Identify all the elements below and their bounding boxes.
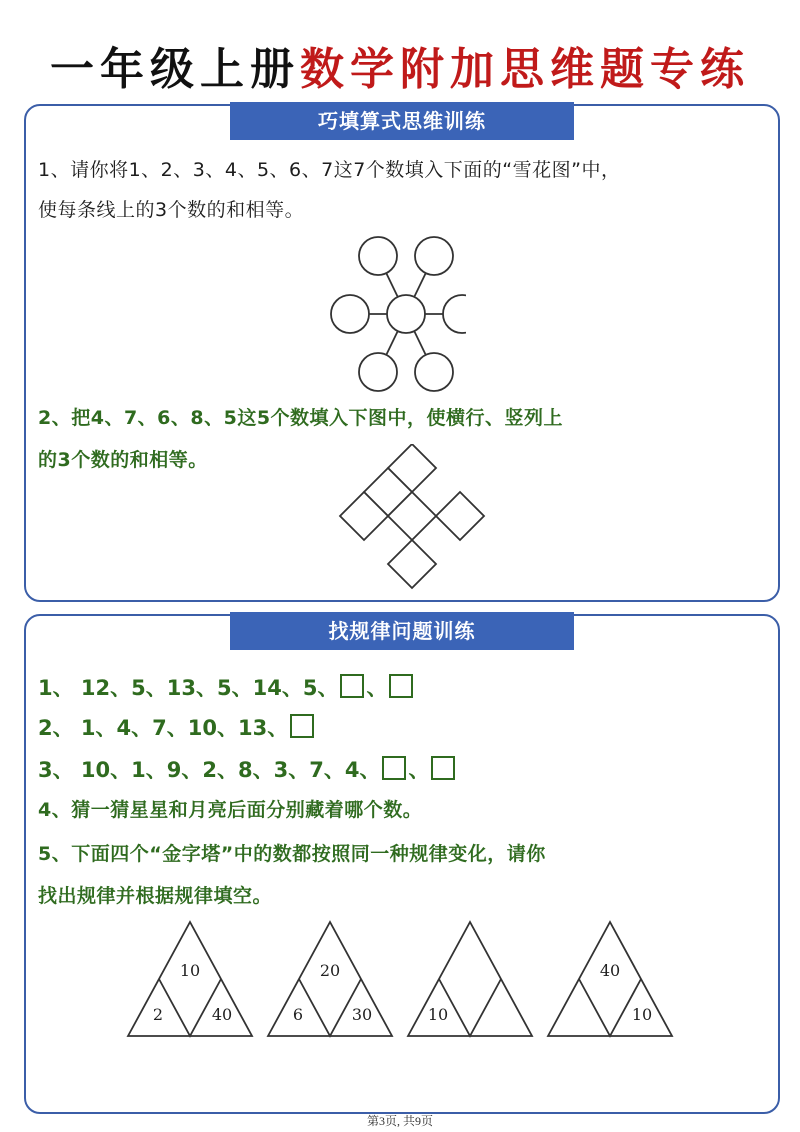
pyramid-1-left: 2 [152,1005,164,1024]
pyramid-3-left: 10 [427,1005,449,1024]
question2-line1: 2、把4、7、6、8、5这5个数填入下图中，使横行、竖列上 [38,407,564,429]
snowflake-diagram [326,232,466,394]
answer-box[interactable] [389,674,413,698]
answer-box[interactable] [431,756,455,780]
pyramid-4-top: 40 [599,961,621,980]
pyramids-diagram [122,916,682,1046]
question4: 4、猜一猜星星和月亮后面分别藏着哪个数。 [38,799,423,821]
snowflake-circle[interactable] [359,353,397,391]
section1-banner: 巧填算式思维训练 [230,102,574,140]
snowflake-circle-center[interactable] [387,295,425,333]
question1-line2: 使每条线上的3个数的和相等。 [38,199,305,221]
answer-box[interactable] [382,756,406,780]
box-separator: 、 [408,758,430,782]
item-sequence: 1、4、7、10、13、 [73,716,289,740]
pattern-item-3 [38,750,457,790]
diamond-cross-diagram [336,444,488,590]
question2-line2: 的3个数的和相等。 [38,449,208,471]
pyramid-1-top: 10 [179,961,201,980]
question5-line1: 5、下面四个“金字塔”中的数都按照同一种规律变化，请你 [38,843,546,865]
pyramid-2-left: 6 [292,1005,304,1024]
pattern-item-2 [38,708,316,748]
answer-box[interactable] [340,674,364,698]
pyramid-3 [408,922,532,1036]
snowflake-circle[interactable] [359,237,397,275]
question1-line1: 1、请你将1、2、3、4、5、6、7这7个数填入下面的“雪花图”中， [38,159,621,181]
snowflake-circle[interactable] [415,353,453,391]
pyramid-4-right: 10 [631,1005,653,1024]
item-number: 3、 [38,758,74,782]
title-part2: 数学附加思维题专练 [300,44,750,95]
section2-banner: 找规律问题训练 [230,612,574,650]
snowflake-circle[interactable] [443,295,466,333]
pyramid-2-right: 30 [351,1005,373,1024]
pyramid-1-right: 40 [211,1005,233,1024]
page-footer: 第3页, 共9页 [366,1114,433,1128]
item-number: 1、 [38,676,74,700]
page-title [0,40,800,100]
item-number: 2、 [38,716,74,740]
pyramid-2-top: 20 [319,961,341,980]
snowflake-circle[interactable] [331,295,369,333]
section-fill-equations [24,104,780,602]
box-separator: 、 [366,676,388,700]
diamond-cell[interactable] [388,540,436,588]
question5-line2: 找出规律并根据规律填空。 [38,885,273,907]
answer-box[interactable] [290,714,314,738]
section-find-patterns [24,614,780,1114]
diamond-cell[interactable] [436,492,484,540]
pattern-item-1 [38,668,415,708]
title-part1: 一年级上册 [50,44,300,95]
item-sequence: 10、1、9、2、8、3、7、4、 [73,758,381,782]
item-sequence: 12、5、13、5、14、5、 [73,676,339,700]
snowflake-circle[interactable] [415,237,453,275]
